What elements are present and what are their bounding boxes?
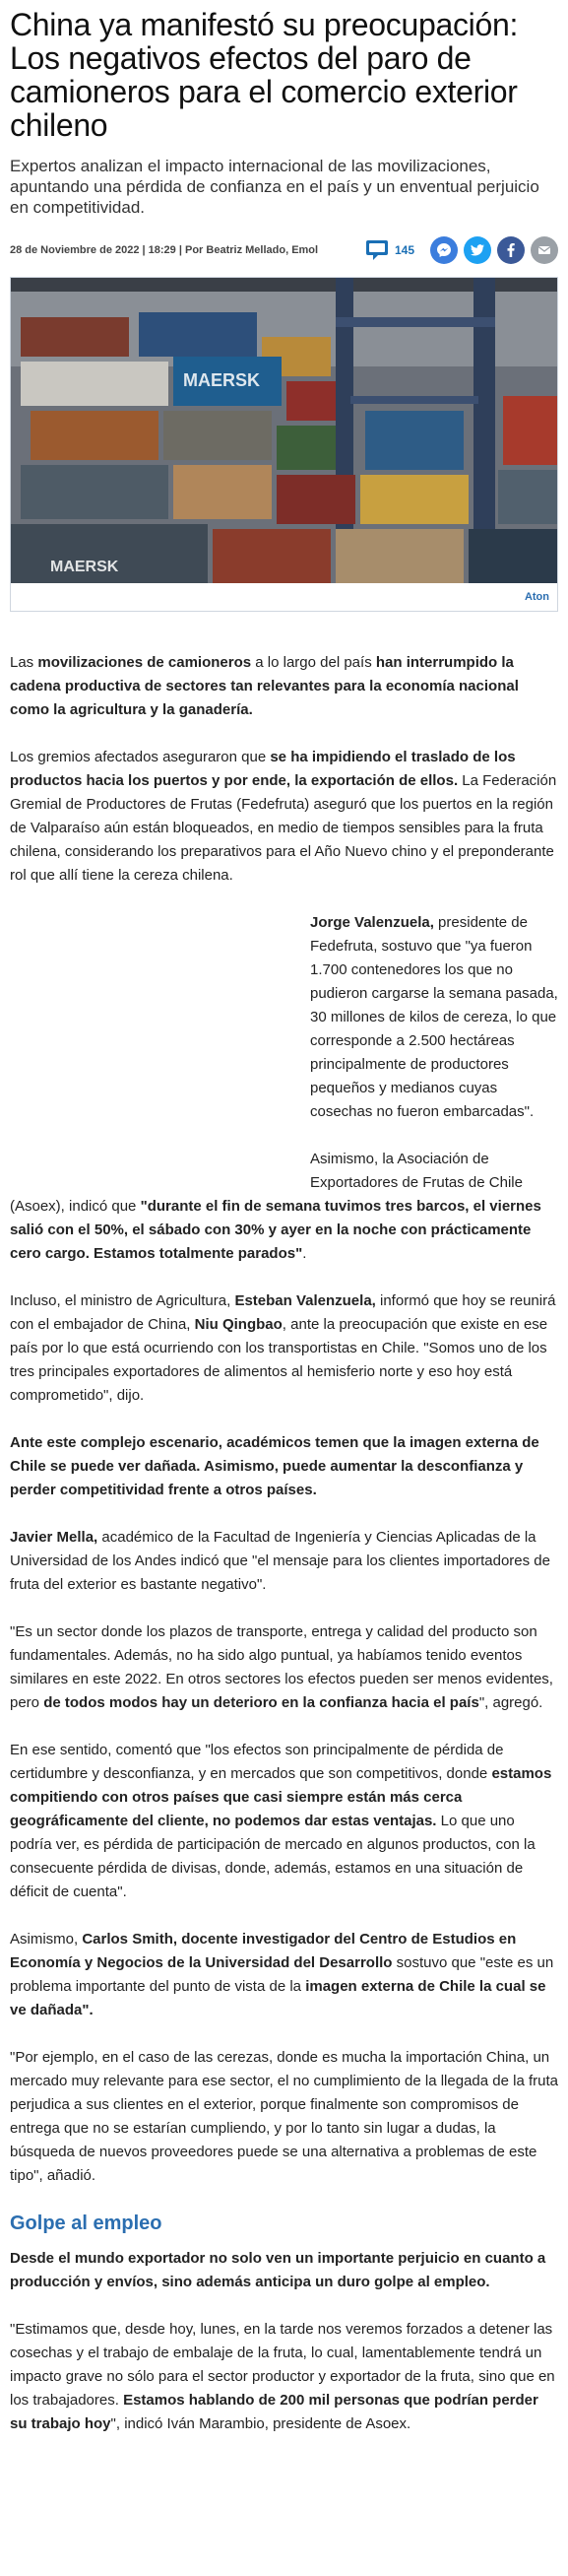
photo-credit: Aton (11, 583, 557, 611)
bold-text: movilizaciones de camioneros (37, 654, 252, 671)
email-icon[interactable] (531, 236, 558, 264)
facebook-icon[interactable] (497, 236, 525, 264)
paragraph (10, 1620, 558, 1715)
twitter-icon[interactable] (464, 236, 491, 264)
text-run: (Asoex), indicó que (10, 1198, 141, 1215)
article-date: 28 de Noviembre de 2022 | 18:29 | (10, 244, 182, 256)
article-title: China ya manifestó su preocupación: Los negativos efectos del paro de camioneros para el comercio exterior chileno (10, 7, 519, 143)
text-run: "Por ejemplo, en el caso de las cerezas, donde es mucha la importación China, un mercado muy relevante para ese sector, el no cumplimiento de la llegada de la fruta perjudica a sus clientes en el exterior, porque finalmente son compromisos de entrega que no se estarían cumpliendo, y por lo tanto sin lugar a dudas, la búsqueda de nuevos proveedores puede se una alternativa a problemas de este tipo", añadió. (10, 2049, 558, 2184)
author-prefix: Por (184, 244, 204, 256)
author-name[interactable]: Beatriz Mellado, Emol (206, 244, 319, 256)
article-photo[interactable] (11, 278, 557, 583)
comments-icon[interactable] (365, 239, 391, 261)
paragraph (10, 1739, 558, 1904)
text-run: Lo que uno podría ver, es pérdida de participación de mercado en algunos productos, con la consecuente pérdida de divisas, donde, además, estamos en una situación de déficit de cuenta". (10, 1813, 536, 1900)
byline (10, 244, 318, 256)
bold-text: de todos modos hay un deterioro en la confianza hacia el país (43, 1694, 479, 1711)
bold-text: Ante este complejo escenario, académicos temen que la imagen externa de Chile se puede ver dañada. Asimismo, puede aumentar la desconfianza y perder competitividad frente a otros países. (10, 1434, 539, 1498)
bold-text: Carlos Smith, docente investigador del Centro de Estudios en Economía y Negocios de la Universidad del Desarrollo (10, 1931, 517, 1971)
paragraph (10, 2247, 558, 2294)
messenger-icon[interactable] (430, 236, 458, 264)
text-run: Los gremios afectados aseguraron que (10, 749, 271, 765)
bold-text: Niu Qingbao (194, 1316, 283, 1333)
paragraph (10, 2046, 558, 2188)
paragraph: Asimismo, la Asociación de Exportadores de Frutas de Chile (310, 1151, 523, 1191)
paragraph (10, 2318, 558, 2436)
paragraph (310, 911, 558, 1124)
text-run: , ante la preocupación que existe en ese país por lo que está ocurriendo con los transportistas en Chile. "Somos uno de los tres principales exportadores de alimentos al hemisferio norte y eso hoy está comprometido", dijo. (10, 1316, 548, 1404)
text-run: informó que hoy se reunirá con el embajador de China, (10, 1292, 556, 1333)
article-figure (10, 277, 558, 612)
paragraph (10, 1431, 558, 1502)
indented-quote (10, 911, 558, 1195)
bold-text: se ha impidiendo el traslado de los productos hacia los puertos y por ende, la exportación de ellos. (10, 749, 516, 789)
text-run: a lo largo del país (251, 654, 376, 671)
text-run: "Estimamos que, desde hoy, lunes, en la tarde nos veremos forzados a detener las cosechas y el trabajo de embalaje de la fruta, lo cual, lamentablemente tendrá un impacto grave no sólo para el sector productor y exportador de la fruta, sino que en los trabajadores. (10, 2321, 555, 2409)
article-lead: Expertos analizan el impacto internacional de las movilizaciones, apuntando una pérdida de confianza en el país y un enventual perjuicio en competitividad. (10, 157, 539, 217)
text-run: Incluso, el ministro de Agricultura, (10, 1292, 235, 1309)
paragraph (10, 1289, 558, 1408)
bold-text: han interrumpido la cadena productiva de sectores tan relevantes para la economía nacional como la agricultura y la ganadería. (10, 654, 519, 718)
bold-text: imagen externa de Chile la cual se ve dañada". (10, 1978, 546, 2018)
text-run: ", indicó Iván Marambio, presidente de Asoex. (110, 2415, 411, 2432)
bold-text: Jorge Valenzuela, (310, 914, 434, 931)
bold-text: Javier Mella, (10, 1529, 98, 1546)
comments-link[interactable] (365, 239, 414, 261)
svg-text:MAERSK: MAERSK (50, 559, 119, 575)
paragraph (10, 1195, 558, 1266)
bold-text: Esteban Valenzuela, (234, 1292, 376, 1309)
text-run: La Federación Gremial de Productores de Frutas (Fedefruta) aseguró que los puertos en la región de Valparaíso aún están bloqueados, en medio de tiempos sensibles para la fruta chilena, considerando los preparativos para el Año Nuevo chino y el preponderante rol que allí tiene la cereza chilena. (10, 772, 557, 884)
text-run: académico de la Facultad de Ingeniería y Ciencias Aplicadas de la Universidad de los Andes indicó que "el mensaje para los clientes importadores de fruta del exterior es bastante negativo". (10, 1529, 550, 1593)
share-bar (365, 236, 558, 264)
text-run: ", agregó. (478, 1694, 543, 1711)
bold-text: Desde el mundo exportador no solo ven un importante perjuicio en cuanto a producción y envíos, sino además anticipa un duro golpe al empleo. (10, 2250, 546, 2290)
text-run: sostuvo que "este es un problema importante del punto de vista de la (10, 1954, 554, 1995)
bold-text: Estamos hablando de 200 mil personas que podrían perder su trabajo hoy (10, 2392, 538, 2432)
comment-count[interactable]: 145 (394, 243, 414, 257)
paragraph (10, 1928, 558, 2022)
paragraph (10, 746, 558, 888)
article (0, 8, 568, 2436)
bold-text: estamos compitiendo con otros países que casi siempre están más cerca geográficamente del cliente, no podemos dar estas ventajas. (10, 1765, 552, 1829)
meta-row (10, 233, 558, 267)
text-run: presidente de Fedefruta, sostuvo que "ya fueron 1.700 contenedores los que no pudieron cargarse la semana pasada, 30 millones de kilos de cereza, lo que corresponde a 2.500 hectáreas principalmente de productores pequeños y medianos cuyas cosechas no fueron embarcadas". (310, 914, 558, 1120)
article-body (10, 651, 558, 2436)
paragraph (10, 1526, 558, 1597)
text-run: "Es un sector donde los plazos de transporte, entrega y calidad del producto son fundamentales. Además, no ha sido algo puntual, ya habíamos tenido eventos similares en este 2022. En otros sectores los efectos pueden ser menos evidentes, pero (10, 1623, 553, 1711)
text-run: . (302, 1245, 307, 1262)
bold-text: "durante el fin de semana tuvimos tres barcos, el viernes salió con el 50%, el sábado con 30% y ayer en la noche con prácticamente cero cargo. Estamos totalmente parados" (10, 1198, 541, 1262)
paragraph (10, 651, 558, 722)
text-run: En ese sentido, comentó que "los efectos son principalmente de pérdida de certidumbre y desconfianza, y en mercados que son competitivos, donde (10, 1742, 504, 1782)
svg-text:MAERSK: MAERSK (183, 370, 261, 390)
text-run: Asimismo, (10, 1931, 83, 1948)
text-run: Las (10, 654, 38, 671)
section-heading: Golpe al empleo (10, 2213, 162, 2234)
